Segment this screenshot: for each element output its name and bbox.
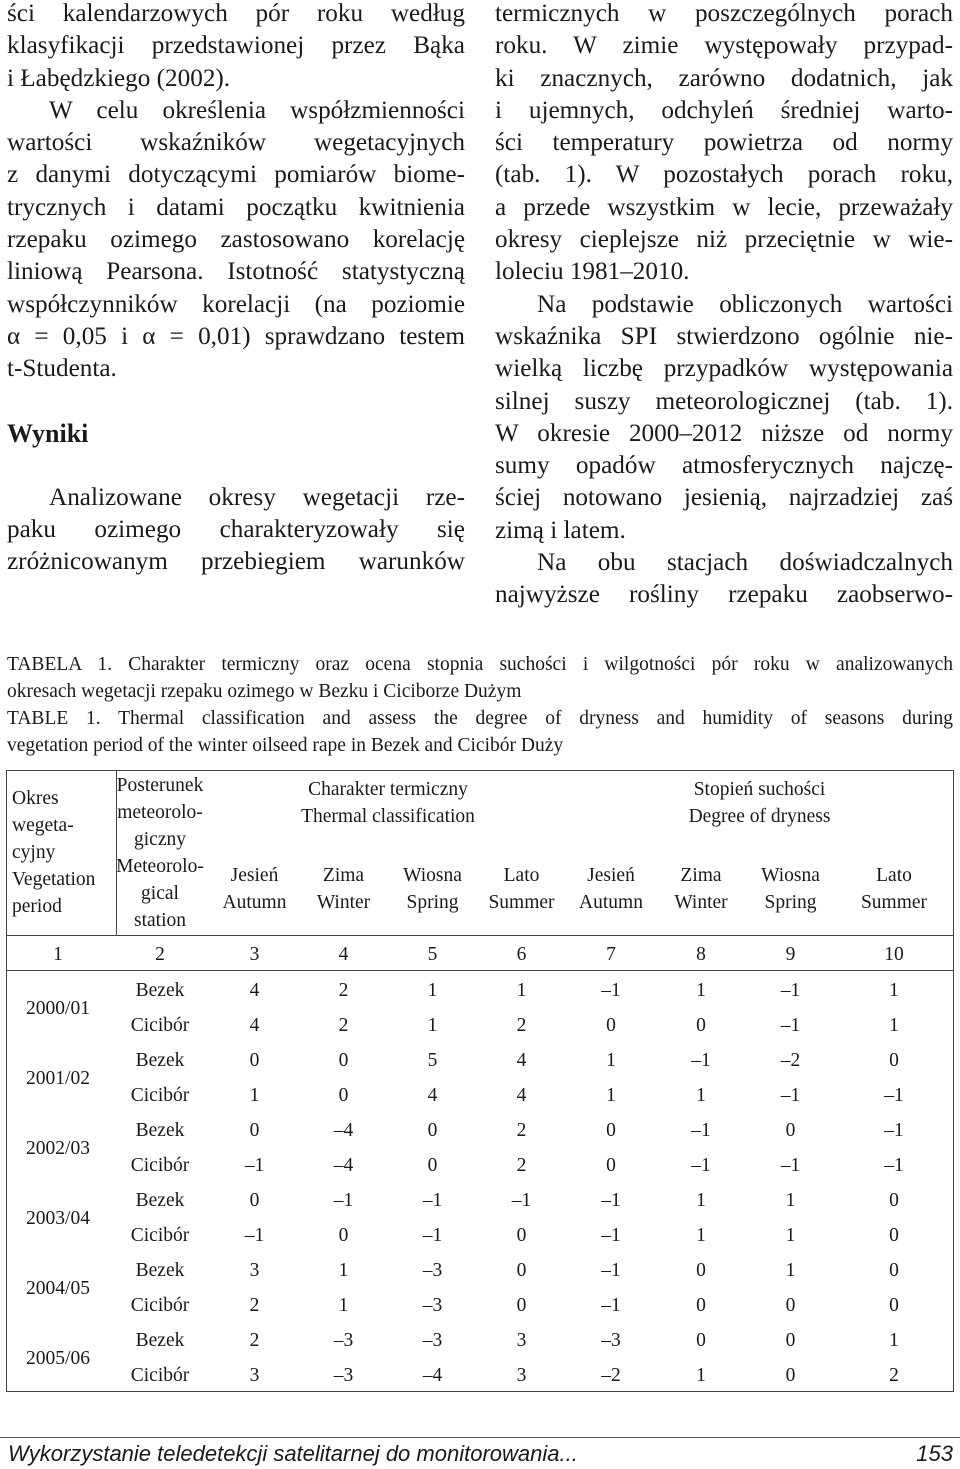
header-season: Wiosna Spring [761,865,820,914]
value-cell: 2 [516,1120,527,1141]
station-cell: Bezek [135,1190,185,1211]
text-line: ści kalendarzowych pór roku według [7,0,465,27]
column-number: 4 [338,943,349,965]
value-cell: 0 [427,1155,438,1176]
value-cell: 0 [516,1225,527,1246]
header-station: Posterunek meteorolo- giczny Meteorolo- gical station [116,774,204,931]
section-heading: Wyniki [7,418,89,448]
value-cell: 0 [889,1260,899,1281]
station-cell: Cicibór [130,1015,190,1036]
value-cell: –1 [422,1225,443,1246]
value-cell: –1 [511,1190,532,1211]
text-line: wskaźnika SPI stwierdzono ogólnie nie- [495,322,953,350]
table-row [6,1183,953,1218]
text-line: Na podstawie obliczonych wartości [537,290,953,318]
results-table [6,770,953,1393]
column-number: 3 [249,943,260,965]
text-line: rzepaku ozimego zastosowano korelację [7,226,465,254]
value-cell: –1 [884,1120,904,1141]
value-cell: 4 [516,1085,527,1106]
value-cell: 0 [889,1295,899,1316]
value-cell: 0 [516,1295,527,1316]
value-cell: 2 [516,1015,527,1036]
header-season: Jesień Autumn [579,865,643,914]
text-line: silnej suszy meteorologicznej (tab. 1). [495,387,953,415]
left-text-column [7,0,465,579]
value-cell: –1 [691,1120,711,1141]
table-row [6,1358,953,1393]
value-cell: 0 [338,1225,349,1246]
table-row [6,1043,953,1078]
value-cell: 0 [696,1295,706,1316]
text-line: i Łabędzkiego (2002). [7,64,231,92]
value-cell: –1 [422,1190,443,1211]
header-rule [6,935,953,936]
text-line: z danymi dotyczącymi pomiarów biome- [7,161,465,189]
value-cell: 4 [427,1085,438,1106]
value-cell: –1 [601,1190,621,1211]
text-line: loleciu 1981–2010. [495,258,690,286]
value-cell: 2 [249,1295,260,1316]
header-season: Wiosna Spring [403,865,462,914]
value-cell: –1 [780,1085,801,1106]
period-cell: 2005/06 [26,1347,90,1369]
period-cell: 2003/04 [26,1207,90,1229]
table-row [6,1078,953,1113]
value-cell: 2 [889,1365,899,1386]
value-cell: 0 [696,1330,706,1351]
value-cell: –1 [244,1155,265,1176]
text-line: klasyfikacji przedstawionej przez Bąka [7,32,465,60]
value-cell: 2 [516,1155,527,1176]
value-cell: –1 [691,1050,711,1071]
value-cell: –3 [333,1365,354,1386]
period-cell: 2001/02 [26,1067,90,1089]
value-cell: –1 [333,1190,354,1211]
text-line: zróżnicowanym przebiegiem warunków [7,548,465,576]
station-cell: Bezek [135,1120,185,1141]
text-line: roku. W zimie występowały przypad- [495,32,953,60]
table-row [6,1323,953,1358]
caption-line: okresach wegetacji rzepaku ozimego w Bezku i Ciciborze Dużym [7,681,522,702]
value-cell: –2 [780,1050,801,1071]
table-row [6,1008,953,1043]
value-cell: 2 [338,980,349,1001]
text-line: ki znacznych, zarówno dodatnich, jak [495,64,953,92]
station-cell: Cicibór [130,1155,190,1176]
table-row [6,1148,953,1183]
text-line: najwyższe rośliny rzepaku zaobserwo- [495,581,953,609]
text-line: (tab. 1). W pozostałych porach roku, [495,161,953,189]
table-row [6,1253,953,1288]
table-row [6,1113,953,1148]
value-cell: 1 [516,980,527,1001]
text-line: liniową Pearsona. Istotność statystyczną [7,258,465,286]
value-cell: 0 [249,1190,260,1211]
text-line: ściej notowano jesienią, najrzadziej zaś [495,484,953,512]
value-cell: –3 [422,1260,443,1281]
value-cell: 1 [889,1330,899,1351]
column-number: 6 [516,943,527,965]
value-cell: 0 [516,1260,527,1281]
period-cell: 2004/05 [26,1277,90,1299]
value-cell: –1 [601,1260,621,1281]
value-cell: –3 [601,1330,621,1351]
value-cell: 1 [249,1085,260,1106]
value-cell: 0 [889,1190,899,1211]
value-cell: –1 [601,980,621,1001]
column-number: 2 [155,943,165,965]
station-cell: Bezek [135,1260,185,1281]
value-cell: 0 [338,1085,349,1106]
column-number: 9 [785,943,796,965]
header-period: Okres wegeta- cyjny Vegetation period [12,788,96,917]
value-cell: 1 [427,980,438,1001]
text-line: wielką liczbę przypadków występowania [495,355,953,383]
text-line: współczynników korelacji (na poziomie [7,290,465,318]
value-cell: 0 [249,1120,260,1141]
page-number: 153 [916,1441,953,1466]
text-line: zimą i latem. [495,516,626,544]
text-line: okresy cieplejsze niż przeciętnie w wie- [495,226,953,254]
header-season: Lato Summer [860,865,928,914]
station-cell: Cicibór [130,1225,190,1246]
value-cell: 3 [249,1365,260,1386]
value-cell: –3 [422,1330,443,1351]
left-paragraph-2 [7,95,465,386]
value-cell: –4 [333,1120,354,1141]
right-paragraph-2 [495,289,953,547]
value-cell: –3 [333,1330,354,1351]
value-cell: 2 [249,1330,260,1351]
value-cell: 4 [249,980,260,1001]
caption-line: vegetation period of the winter oilseed rape in Bezek and Cicibór Duży [7,735,564,756]
value-cell: –1 [884,1085,904,1106]
value-cell: 1 [785,1260,796,1281]
value-cell: –1 [244,1225,265,1246]
text-line: W celu określenia współzmienności [49,96,465,124]
value-cell: 3 [249,1260,260,1281]
value-cell: 0 [785,1120,796,1141]
value-cell: 0 [606,1120,616,1141]
value-cell: 0 [696,1015,706,1036]
column-number: 5 [427,943,438,965]
table-row [6,1288,953,1323]
value-cell: 2 [338,1015,349,1036]
text-line: trycznych i datami początku kwitnienia [7,193,465,221]
table-caption [7,651,953,759]
value-cell: –1 [884,1155,904,1176]
right-paragraph-3 [495,547,953,612]
value-cell: 1 [696,1085,706,1106]
text-line: i ujemnych, odchyleń średniej warto- [495,96,953,124]
value-cell: 1 [696,1365,706,1386]
text-line: paku ozimego charakteryzowały się [7,516,465,544]
header-season: Zima Winter [316,865,371,914]
value-cell: 1 [606,1050,616,1071]
right-text-column [495,0,953,612]
header-season: Lato Summer [488,865,555,914]
header-divider [116,770,117,935]
value-cell: 1 [785,1190,796,1211]
station-cell: Cicibór [130,1295,190,1316]
value-cell: 3 [516,1365,527,1386]
value-cell: 0 [696,1260,706,1281]
value-cell: 1 [696,1190,706,1211]
value-cell: –1 [691,1155,711,1176]
value-cell: 0 [785,1330,796,1351]
table-row [6,1218,953,1253]
running-title: Wykorzystanie teledetekcji satelitarnej do monitorowania... [8,1441,578,1466]
text-line: Na obu stacjach doświadczalnych [537,549,953,577]
station-cell: Bezek [135,980,185,1001]
value-cell: –1 [780,980,801,1001]
numbers-rule [6,970,953,971]
value-cell: 1 [606,1085,616,1106]
table-row [6,973,953,1008]
text-line: ści temperatury powietrza od normy [495,129,953,157]
header-thermal-classification: Charakter termiczny Thermal classification [301,779,475,827]
caption-line: TABELA 1. Charakter termiczny oraz ocena stopnia suchości i wilgotności pór roku w analizowanych [7,654,953,675]
value-cell: 0 [785,1295,796,1316]
station-cell: Bezek [135,1050,185,1071]
value-cell: 1 [785,1225,796,1246]
text-line: W okresie 2000–2012 niższe od normy [495,419,953,447]
text-line: termicznych w poszczególnych porach [495,0,953,27]
header-season: Zima Winter [674,865,728,914]
text-line: Analizowane okresy wegetacji rze- [49,483,465,511]
value-cell: –2 [601,1365,621,1386]
value-cell: –1 [601,1295,621,1316]
value-cell: 0 [606,1015,616,1036]
value-cell: 1 [338,1260,349,1281]
header-season: Jesień Autumn [222,865,287,914]
column-number: 10 [884,943,904,965]
value-cell: 1 [889,1015,899,1036]
value-cell: 0 [249,1050,260,1071]
value-cell: 0 [338,1050,349,1071]
station-cell: Cicibór [130,1085,190,1106]
column-number: 7 [606,943,616,965]
value-cell: –1 [601,1225,621,1246]
value-cell: 0 [889,1050,899,1071]
text-line: a przede wszystkim w lecie, przeważały [495,193,953,221]
text-line: t-Studenta. [7,355,117,383]
value-cell: 1 [696,1225,706,1246]
text-line: sumy opadów atmosferycznych najczę- [495,452,953,480]
header-dryness: Stopień suchości Degree of dryness [688,779,831,827]
value-cell: 4 [249,1015,260,1036]
caption-line: TABLE 1. Thermal classification and assess the degree of dryness and humidity of seasons during [7,708,953,729]
value-cell: 0 [785,1365,796,1386]
period-cell: 2002/03 [26,1137,90,1159]
right-paragraph-1 [495,0,953,289]
text-line: wartości wskaźników wegetacyjnych [7,129,465,157]
value-cell: 1 [427,1015,438,1036]
left-paragraph-3 [7,482,465,579]
value-cell: 3 [516,1330,527,1351]
value-cell: 5 [427,1050,438,1071]
left-paragraph-1 [7,0,465,95]
column-number: 8 [696,943,706,965]
column-number: 1 [53,943,63,965]
text-line: α = 0,05 i α = 0,01) sprawdzano testem [7,322,465,350]
station-cell: Cicibór [130,1365,190,1386]
value-cell: 1 [338,1295,349,1316]
value-cell: 0 [889,1225,899,1246]
value-cell: 0 [606,1155,616,1176]
value-cell: –4 [422,1365,443,1386]
footer-rule [0,1437,960,1438]
value-cell: 0 [427,1120,438,1141]
value-cell: –1 [780,1015,801,1036]
period-cell: 2000/01 [26,997,90,1019]
value-cell: 1 [889,980,899,1001]
value-cell: –1 [780,1155,801,1176]
station-cell: Bezek [135,1330,185,1351]
value-cell: 4 [516,1050,527,1071]
value-cell: –4 [333,1155,354,1176]
value-cell: 1 [696,980,706,1001]
value-cell: –3 [422,1295,443,1316]
